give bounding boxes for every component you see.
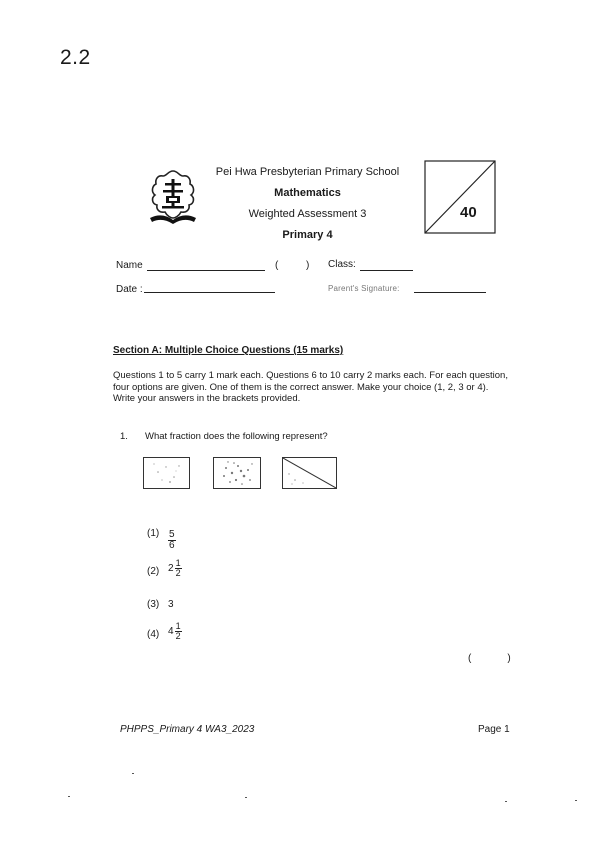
option-2-label: (2)	[147, 566, 160, 577]
mixed-number	[168, 622, 182, 641]
school-header	[205, 162, 410, 246]
index-close-paren: )	[306, 260, 310, 271]
option-4-value[interactable]	[168, 621, 182, 641]
date-line[interactable]	[144, 292, 275, 293]
whole: 4	[168, 626, 174, 637]
section-a-title: Section A: Multiple Choice Questions (15 marks)	[113, 345, 344, 356]
section-a-instructions: Questions 1 to 5 carry 1 mark each. Questions 6 to 10 carry 2 marks each. For each question, four options are given. One of them is the correct answer. Make your choice (1, 2, 3 or 4). Write your answers in the brackets provided.	[113, 370, 508, 404]
class-label: Class:	[328, 259, 356, 270]
option-1-value[interactable]	[168, 524, 176, 551]
fraction-rectangle-3	[282, 457, 337, 489]
scan-speck	[245, 797, 247, 798]
denominator: 6	[169, 540, 175, 551]
page-number: Page 1	[478, 724, 510, 735]
answer-open-paren: (	[468, 653, 472, 664]
signature-label: Parent's Signature:	[328, 284, 400, 293]
name-line[interactable]	[147, 270, 265, 271]
question-text: What fraction does the following represent?	[145, 431, 328, 442]
numerator: 1	[175, 558, 181, 568]
mixed-number	[168, 559, 182, 578]
option-3-label: (3)	[147, 599, 160, 610]
fraction	[175, 622, 182, 641]
school-name: Pei Hwa Presbyterian Primary School	[215, 166, 400, 178]
option-1-label: (1)	[147, 528, 160, 539]
school-logo	[148, 168, 198, 226]
option-2-value[interactable]	[168, 558, 182, 578]
total-marks: 40	[460, 204, 477, 221]
signature-line[interactable]	[414, 292, 486, 293]
option-4-label: (4)	[147, 629, 160, 640]
numerator: 1	[175, 621, 181, 631]
class-line[interactable]	[360, 270, 413, 271]
assessment-title: Weighted Assessment 3	[248, 208, 367, 220]
question-number: 1.	[120, 431, 128, 442]
scan-speck	[132, 773, 134, 774]
option-3-value[interactable]: 3	[168, 599, 174, 610]
footer-code: PHPPS_Primary 4 WA3_2023	[120, 724, 255, 735]
name-label: Name	[116, 260, 143, 271]
scan-speck	[68, 796, 70, 797]
whole: 2	[168, 563, 174, 574]
index-open-paren: (	[275, 260, 279, 271]
score-box	[424, 160, 496, 234]
numerator: 5	[169, 529, 175, 540]
corner-label: 2.2	[60, 46, 91, 69]
answer-bracket[interactable]	[468, 653, 511, 664]
fraction	[168, 530, 176, 551]
subject-title: Mathematics	[274, 187, 341, 199]
level-title: Primary 4	[282, 229, 333, 241]
denominator: 2	[175, 568, 181, 578]
date-label: Date :	[116, 284, 143, 295]
fraction	[175, 559, 182, 578]
answer-close-paren: )	[507, 653, 511, 664]
scan-speck	[575, 800, 577, 801]
denominator: 2	[175, 631, 181, 641]
fraction-rectangle-2	[213, 457, 261, 489]
scan-speck	[505, 801, 507, 802]
fraction-rectangle-1	[143, 457, 190, 489]
